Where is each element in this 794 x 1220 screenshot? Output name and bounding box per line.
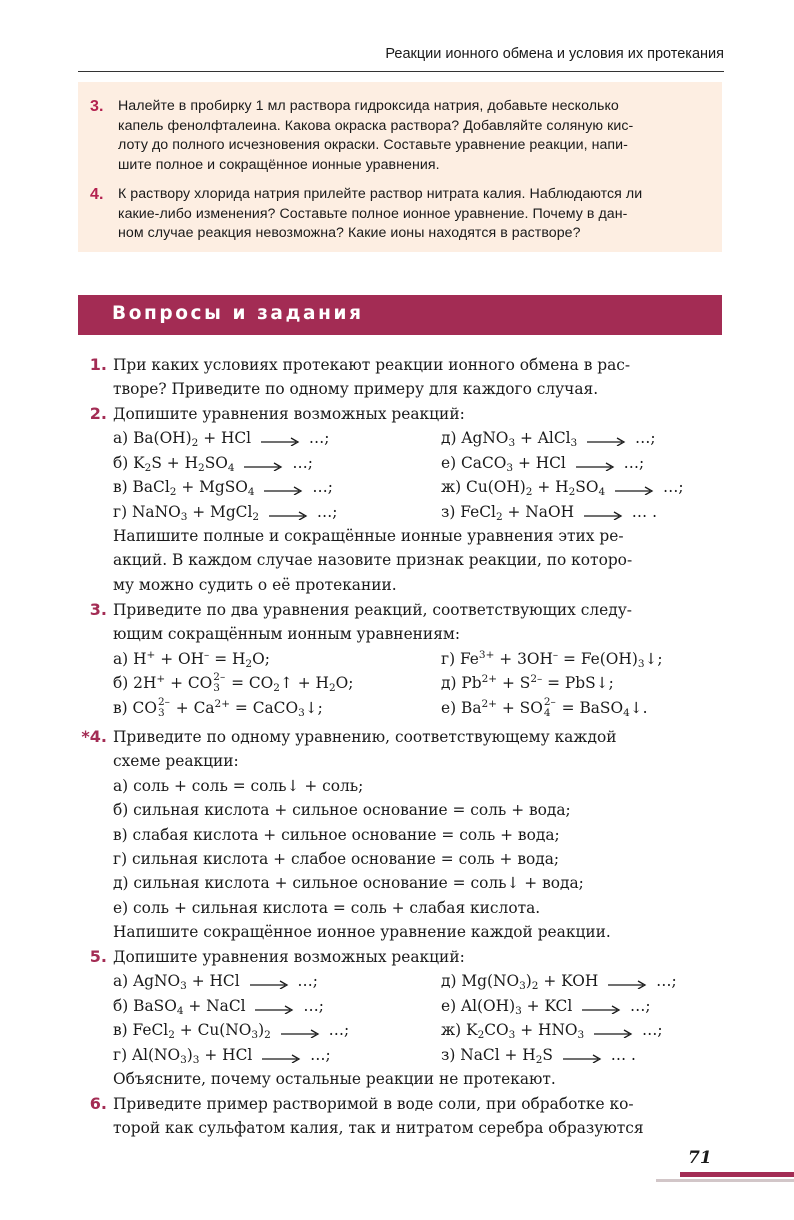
task-number: 3. xyxy=(90,98,104,115)
equation-row xyxy=(113,426,723,450)
scheme-item: а) соль + соль = соль↓ + соль; xyxy=(113,776,364,795)
arrow-icon xyxy=(562,1049,602,1063)
text-line: При каких условиях протекают реакции ионного обмена в рас- xyxy=(113,356,631,374)
question-6 xyxy=(89,1092,723,1141)
ionic-equation-e: е) $Ba^{2+}$ + SO 2– 4 = BaSO$_4$↓. xyxy=(441,695,648,719)
question-2 xyxy=(89,402,723,597)
question-3 xyxy=(89,598,723,720)
equation-zh: ж) $Cu(OH)_2 + H_2SO_4$ …; xyxy=(441,478,684,499)
text-line: акций. В каждом случае назовите признак реакции, по которо- xyxy=(113,551,633,570)
scheme-item: г) сильная кислота + слабое основание = соль + вода; xyxy=(113,849,560,868)
equation-z: з) FeCl$_2$ + NaOH … . xyxy=(441,502,657,523)
ionic-equation-b: б) 2H+ + CO 2– 3 = $CO_2↑ + H_2O$; xyxy=(113,671,354,695)
equation-z: з) NaCl + $H_2S$ … . xyxy=(441,1045,636,1066)
equation-e: е) $Al(OH)_3$ + KCl …; xyxy=(441,996,651,1017)
task-number: 4. xyxy=(90,186,104,203)
scheme-item: е) соль + сильная кислота = соль + слабая кислота. xyxy=(113,898,541,917)
arrow-icon xyxy=(263,481,303,495)
equation-a: а) AgNO$_3$ + HCl …; xyxy=(113,972,318,993)
text-line: Объясните, почему остальные реакции не протекают. xyxy=(113,1069,556,1088)
arrow-icon xyxy=(583,506,623,520)
text-line: торой как сульфатом калия, так и нитратом серебра образуются xyxy=(113,1119,644,1138)
text-line: Приведите по два уравнения реакций, соответствующих следу- xyxy=(113,601,632,619)
equation-zh: ж) $K_2CO_3 + HNO_3$ …; xyxy=(441,1021,663,1042)
text-line: Напишите сокращённое ионное уравнение каждой реакции. xyxy=(113,923,611,942)
equation-g: г) $Al(NO_3)_3$ + HCl …; xyxy=(113,1045,331,1066)
text-line: шите полное и сокращённое ионные уравнения. xyxy=(118,156,440,173)
arrow-icon xyxy=(593,1024,633,1038)
ionic-equation-v: в) CO 2– 3 + $Ca^{2+}$ = CaCO$_3$↓; xyxy=(113,695,323,719)
question-number: 1. xyxy=(89,355,107,374)
equation-v: в) BaCl$_2$ + MgSO$_4$ …; xyxy=(113,478,333,499)
text-line: лоту до полного исчезновения окраски. Составьте уравнение реакции, напи- xyxy=(118,137,628,154)
equation-row xyxy=(113,696,723,720)
equation-row xyxy=(113,1043,723,1067)
arrow-icon xyxy=(254,1000,294,1014)
text-line: Приведите пример растворимой в воде соли, при обработке ко- xyxy=(113,1095,634,1113)
equation-d: д) AgNO$_3$ + AlCl$_3$ …; xyxy=(441,429,656,450)
arrow-icon xyxy=(607,975,647,989)
arrow-icon xyxy=(581,1000,621,1014)
arrow-icon xyxy=(260,432,300,446)
equation-row xyxy=(113,475,723,499)
equation-row xyxy=(113,647,723,671)
equation-b: б) $K_2S + H_2SO_4$ …; xyxy=(113,453,313,474)
scheme-item: в) слабая кислота + сильное основание = соль + вода; xyxy=(113,825,560,844)
equation-row xyxy=(113,1018,723,1042)
question-4 xyxy=(81,725,723,945)
equation-row xyxy=(113,671,723,695)
arrow-icon xyxy=(586,432,626,446)
arrow-icon xyxy=(575,457,615,471)
question-number: 3. xyxy=(89,600,107,619)
question-number: 5. xyxy=(89,947,107,966)
equation-row xyxy=(113,451,723,475)
lab-task-3 xyxy=(90,97,718,175)
ionic-equation-a: а) $H^+ + OH^- = H_2O$; xyxy=(113,648,270,670)
page-number-rule xyxy=(680,1172,794,1177)
question-number: 2. xyxy=(89,404,107,423)
arrow-icon xyxy=(280,1024,320,1038)
lab-task-4 xyxy=(90,185,718,244)
equation-v: в) FeCl$_2$ + $Cu(NO_3)_2$ …; xyxy=(113,1021,350,1042)
question-intro: Допишите уравнения возможных реакций: xyxy=(113,405,465,423)
text-line: Налейте в пробирку 1 мл раствора гидроксида натрия, добавьте несколько xyxy=(118,98,619,114)
text-line: К раствору хлорида натрия прилейте раствор нитрата калия. Наблюдаются ли xyxy=(118,186,643,202)
text-line: му можно судить о её протекании. xyxy=(113,575,397,594)
arrow-icon xyxy=(614,481,654,495)
ionic-equation-g: г) $Fe^{3+} + 3OH^-$ = $Fe(OH)_3↓$; xyxy=(441,648,663,670)
header-rule xyxy=(78,71,724,72)
section-title: Вопросы и задания xyxy=(112,303,364,324)
text-line: капель фенолфталеина. Какова окраска раствора? Добавляйте соляную кис- xyxy=(118,117,634,134)
page-number: 71 xyxy=(688,1148,712,1168)
question-number: 6. xyxy=(89,1094,107,1113)
equation-e: е) CaCO$_3$ + HCl …; xyxy=(441,453,645,474)
question-number: *4. xyxy=(81,727,107,746)
equation-g: г) NaNO$_3$ + MgCl$_2$ …; xyxy=(113,502,338,523)
ionic-equation-d: д) $Pb^{2+} + S^{2-}$ = PbS↓; xyxy=(441,673,614,693)
text-line: схеме реакции: xyxy=(113,752,239,771)
text-line: творе? Приведите по одному примеру для каждого случая. xyxy=(113,380,599,399)
equation-row xyxy=(113,969,723,993)
equation-b: б) BaSO$_4$ + NaCl …; xyxy=(113,996,324,1017)
question-intro: Допишите уравнения возможных реакций: xyxy=(113,948,465,966)
arrow-icon xyxy=(243,457,283,471)
equation-row xyxy=(113,500,723,524)
arrow-icon xyxy=(249,975,289,989)
scheme-item: д) сильная кислота + сильное основание = соль↓ + вода; xyxy=(113,874,584,893)
section-banner xyxy=(78,295,722,335)
arrow-icon xyxy=(268,506,308,520)
text-line: ющим сокращённым ионным уравнениям: xyxy=(113,625,461,644)
arrow-icon xyxy=(261,1049,301,1063)
scheme-item: б) сильная кислота + сильное основание = соль + вода; xyxy=(113,801,571,820)
question-5 xyxy=(89,945,723,1091)
question-1 xyxy=(89,353,723,402)
text-line: какие-либо изменения? Составьте полное ионное уравнение. Почему в дан- xyxy=(118,205,628,222)
equation-row xyxy=(113,994,723,1018)
text-line: Напишите полные и сокращённые ионные уравнения этих ре- xyxy=(113,526,624,545)
equation-d: д) $Mg(NO_3)_2$ + KOH …; xyxy=(441,972,677,993)
text-line: ном случае реакция невозможна? Какие ионы находятся в растворе? xyxy=(118,225,581,242)
equation-a: а) $Ba(OH)_2$ + HCl …; xyxy=(113,429,330,450)
text-line: Приведите по одному уравнению, соответствующему каждой xyxy=(113,728,617,746)
running-header: Реакции ионного обмена и условия их протекания xyxy=(385,46,724,62)
page-number-rule-light xyxy=(656,1179,794,1182)
